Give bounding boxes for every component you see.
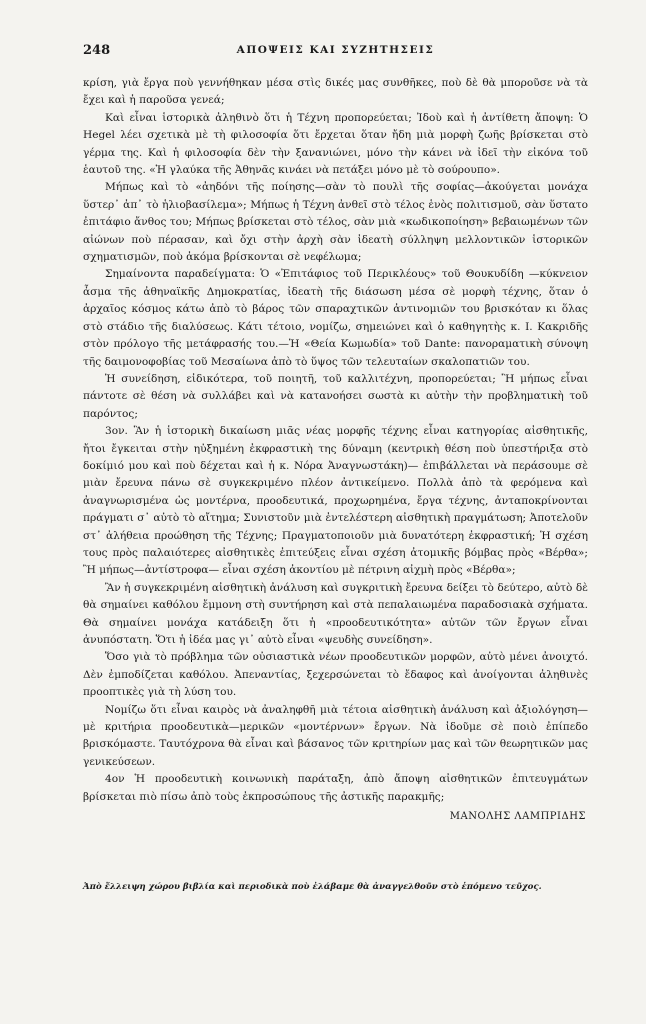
page-header — [83, 43, 588, 61]
author-signature: ΜΑΝΟΛΗΣ ΛΑΜΠΡΙΔΗΣ — [449, 811, 586, 823]
footnote: Ἀπὸ ἔλλειψη χώρου βιβλία καὶ περιοδικὰ ποὺ ἐλάβαμε θὰ ἀναγγελθοῦν στὸ ἑπόμενο τεῦχος. — [83, 882, 542, 892]
paragraph: Ἂν ἡ συγκεκριμένη αἰσθητικὴ ἀνάλυση καὶ συγκριτικὴ ἔρευνα δείξει τὸ δεύτερο, αὐτὸ δὲ θὰ σημαίνει καθόλου ἔμμονη στὴ συντήρηση καὶ στὰ πεπαλαιωμένα παραδοσιακὰ σχήματα. Θὰ σημαίνει μονάχα κατάδειξη ὅτι ἡ «προοδευτικότητα» αὐτῶν τῶν ἔργων εἶναι ἀνυπόστατη. Ὅτι ἡ ἰδέα μας γι᾽ αὐτὸ εἶναι «ψευδὴς συνείδηση». — [83, 581, 588, 646]
paragraph: 3ον. Ἂν ἡ ἱστορικὴ δικαίωση μιᾶς νέας μορφῆς τέχνης εἶναι κατηγορίας αἰσθητικῆς, ἤτοι ἔγκειται στὴν ηὐξημένη ἐκφραστικὴ της δύναμη (κεντρικὴ θέση ποὺ ὑπεστήριξα στὸ δοκίμιό μου καὶ ποὺ δέχεται καὶ ἡ κ. Νόρα Ἀναγνωστάκη)— ἐπιβάλλεται νὰ περάσουμε σὲ μιὰν ἔρευνα πάνω σὲ συγκεκριμένο πλέον ἀντικείμενο. Πολλὰ ἀπὸ τὰ φερόμενα καὶ ἀναγνωρισμένα ὡς μοντέρνα, προοδευτικά, προχωρημένα, ἔργα τέχνης, ἀνταποκρίνονται πράγματι σ᾽ αὐτὸ τὸ αἴτημα; Συνιστοῦν μιὰ ἐντελέστερη αἰσθητικὴ πραγμάτωση; Ἀποτελοῦν στ᾽ ἀλήθεια προώθηση τῆς Τέχνης; Πραγματοποιοῦν μιὰ δυνατότερη ἐκφραστική; Ἡ σχέση τους πρὸς παλαιότερες αἰσθητικὲς ἐπιτεύξεις εἶναι σχέση ἀτομικῆς βόμβας πρὸς «Βέρθα»; Ἢ μήπως—ἀντίστροφα— εἶναι σχέση ἀκοντίου μὲ πέτρινη αἰχμὴ πρὸς «Βέρθα»; — [83, 425, 588, 577]
paragraph: Σημαίνοντα παραδείγματα: Ὁ «Ἐπιτάφιος τοῦ Περικλέους» τοῦ Θουκυδίδη —κύκνειον ἆσμα τῆς ἀθηναϊκῆς Δημοκρατίας, ἰδεατὴ τῆς διάσωση μέσα σὲ μορφὴ τέχνης, ὅταν ὁ ἀρχαῖος κόσμος κάτω ἀπὸ τὸ βάρος τῶν σπαραχτικῶν ἀντινομιῶν του βρισκόταν κι ὅλας στὸ στάδιο τῆς διαλύσεως. Κάτι τέτοιο, νομίζω, σημειώνει καὶ ὁ καθηγητὴς κ. Ι. Κακριδῆς στὸν πρόλογο τῆς μετάφρασής του.—Ἡ «Θεία Κωμωδία» τοῦ Dante: πανοραματικὴ σύνοψη τῆς δαιμονοφοβίας τοῦ Μεσαίωνα ἀπὸ τὸ ὕψος τῶν τελευταίων σκαλοπατιῶν του. — [83, 268, 588, 368]
paragraph: Ὅσο γιὰ τὸ πρόβλημα τῶν οὐσιαστικὰ νέων προοδευτικῶν μορφῶν, αὐτὸ μένει ἀνοιχτό. Δὲν ἐμποδίζεται καθόλου. Ἀπεναντίας, ξεχερσώνεται τὸ ἔδαφος καὶ ἀνοίγονται ἀληθινὲς προοπτικὲς γιὰ τὴ λύση του. — [83, 651, 588, 699]
page-number: 248 — [83, 43, 111, 58]
paragraph: Ἡ συνείδηση, εἰδικότερα, τοῦ ποιητῆ, τοῦ καλλιτέχνη, προπορεύεται; Ἢ μήπως εἶναι πάντοτε σὲ θέση νὰ συλλάβει καὶ νὰ κατανοήσει σωστὰ κι αὐτὴν τὴν προβληματικὴ τοῦ παρόντος; — [83, 372, 588, 420]
running-title: ΑΠΟΨΕΙΣ ΚΑΙ ΣΥΖΗΤΗΣΕΙΣ — [236, 44, 435, 56]
paragraph: Καὶ εἶναι ἱστορικὰ ἀληθινὸ ὅτι ἡ Τέχνη προπορεύεται; Ἰδοὺ καὶ ἡ ἀντίθετη ἄποψη: Ὁ Hegel λέει σχετικὰ μὲ τὴ φιλοσοφία ὅτι ἔρχεται ὅταν ἤδη μιὰ μορφὴ ζωῆς βρίσκεται στὸ γέρμα της. Καὶ ἡ φιλοσοφία δὲν τὴν ξανανιώνει, μόνο τὴν κάνει νὰ ἰδεῖ τὴν εἰκόνα τοῦ ἑαυτοῦ της. «Ἡ γλαύκα τῆς Ἀθηνᾶς κινάει νὰ πετάξει μόνο μὲ τὸ σούρουπο». — [83, 111, 588, 177]
paragraph: κρίση, γιὰ ἔργα ποὺ γεννήθηκαν μέσα στὶς δικές μας συνθῆκες, ποὺ δὲ θὰ μποροῦσε νὰ τὰ ἔχει καὶ ἡ παροῦσα γενεά; — [83, 77, 588, 107]
article-body — [83, 75, 588, 825]
paragraph: Νομίζω ὅτι εἶναι καιρὸς νὰ ἀναληφθῆ μιὰ τέτοια αἰσθητικὴ ἀνάλυση καὶ ἀξιολόγηση—μὲ κριτήρια προοδευτικὰ—μερικῶν «μοντέρνων» ἔργων. Νὰ ἰδοῦμε σὲ ποιὸ ἐπίπεδο βρισκόμαστε. Ταυτόχρονα θὰ εἶναι καὶ βάσανος τῶν κριτηρίων μας καὶ τῶν θεωρητικῶν μας γενικεύσεων. — [83, 703, 588, 768]
paragraph: Μήπως καὶ τὸ «ἀηδόνι τῆς ποίησης—σὰν τὸ πουλὶ τῆς σοφίας—ἀκούγεται μονάχα ὕστερ᾽ ἀπ᾽ τὸ ἡλιοβασίλεμα»; Μήπως ἡ Τέχνη ἀνθεῖ στὸ τέλος ἑνὸς πολιτισμοῦ, σὰν ὕστατο ἐπιτάφιο ἄνθος του; Μήπως βρίσκεται στὸ τέλος, σὰν μιὰ «κωδικοποίηση» βεβαιωμένων τῶν αἰώνων ποὺ πέρασαν, καὶ ὄχι στὴν ἀρχὴ σὰν ἰδεατὴ σύλληψη μελλοντικῶν ἱστορικῶν σχηματισμῶν, ποὺ ἀκόμα βρίσκονται σὲ νεφέλωμα; — [83, 181, 588, 264]
paragraph: 4ον Ἡ προοδευτικὴ κοινωνικὴ παράταξη, ἀπὸ ἄποψη αἰσθητικῶν ἐπιτευγμάτων βρίσκεται πιὸ πίσω ἀπὸ τοὺς ἐκπροσώπους τῆς ἀστικῆς παρακμῆς; — [83, 773, 588, 803]
